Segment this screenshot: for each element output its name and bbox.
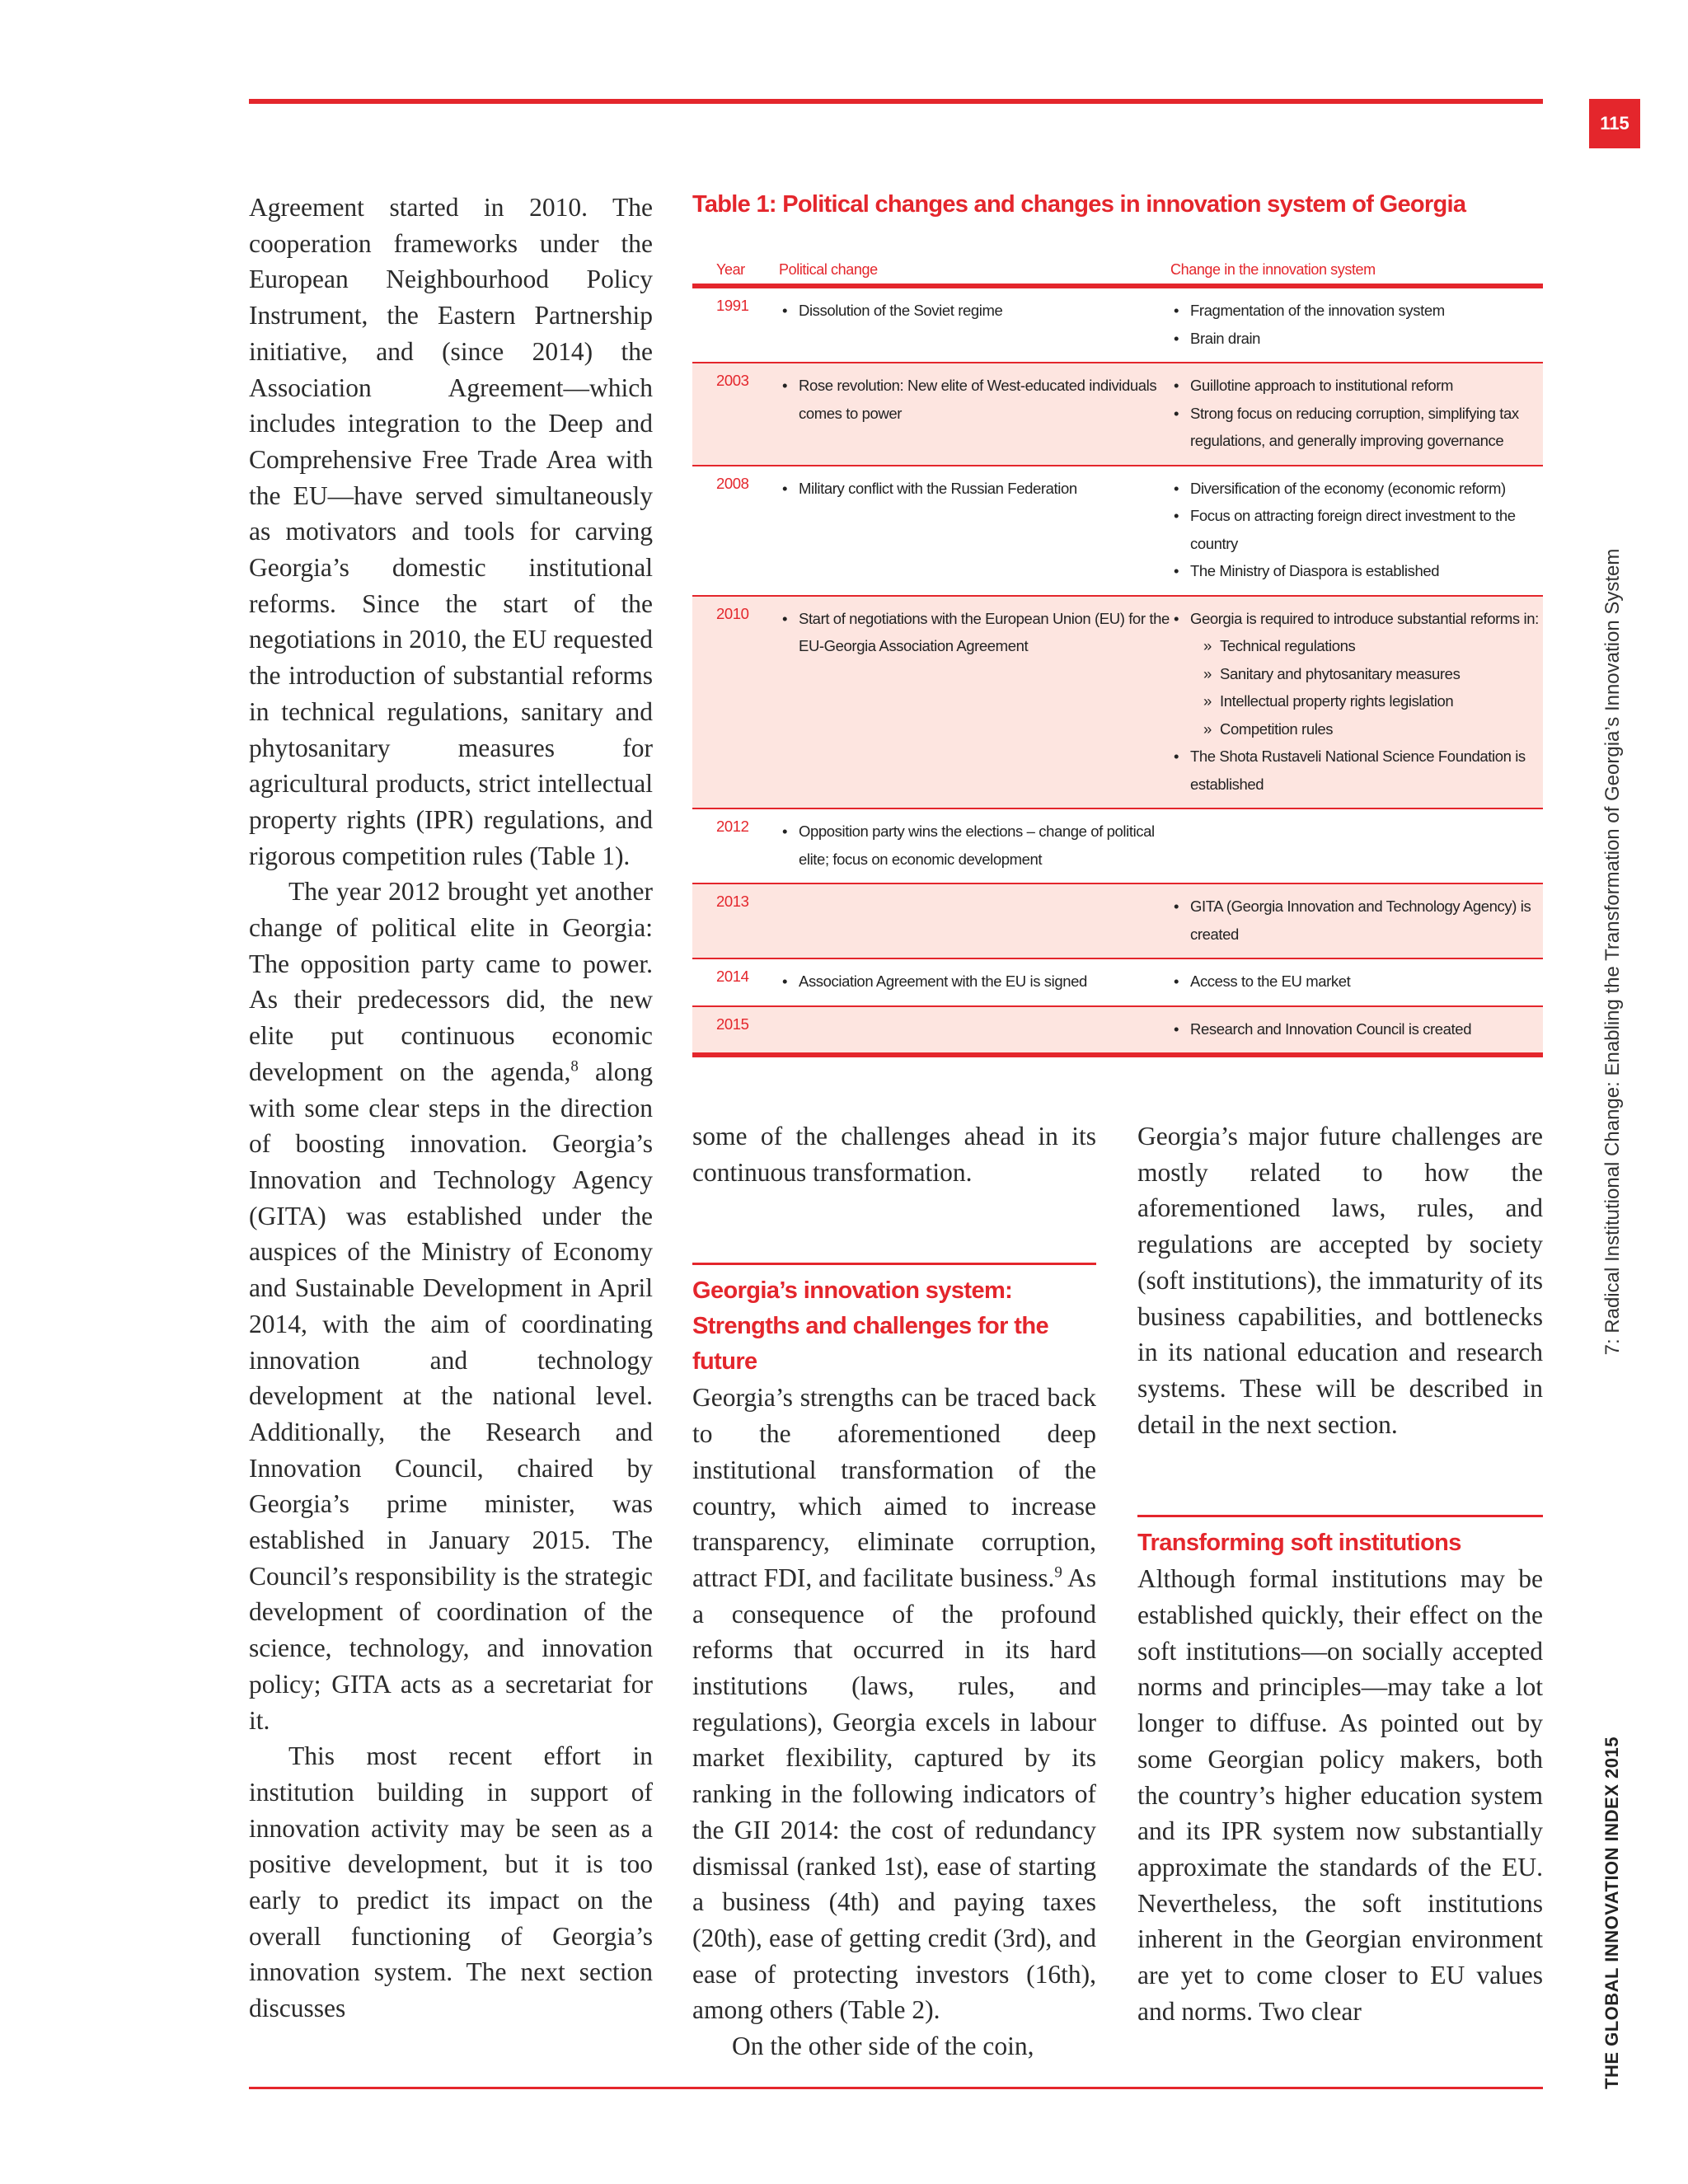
row-political-change <box>779 1015 1170 1043</box>
row-political-change <box>779 297 1170 352</box>
bullet-item: • Rose revolution: New elite of West-educated individuals comes to power <box>779 372 1170 427</box>
table-title: Table 1: Political changes and changes in innovation system of Georgia <box>692 191 1466 218</box>
bullet-item: • Dissolution of the Soviet regime <box>779 297 1170 325</box>
bullet-item: • The Shota Rustaveli National Science Foundation is established <box>1170 743 1543 798</box>
bullet-item: • Association Agreement with the EU is signed <box>779 968 1170 996</box>
paragraph: Agreement started in 2010. The cooperation frameworks under the European Neighbourhood Policy Instrument, the Eastern Partnership initiative, and (since 2014) the Association Agreement—which includes integration to the Deep and Comprehensive Free Trade Area with the EU—have served simultaneously as motivators and tools for carving Georgia’s domestic institutional reforms. Since the start of the negotiations in 2010, the EU requested the introduction of substantial reforms in technical regulations, sanitary and phytosanitary measures for agricultural products, strict intellectual property rights (IPR) regulations, and rigorous competition rules (Table 1). <box>249 193 653 870</box>
row-year: 1991 <box>716 297 749 314</box>
row-innovation-change <box>1170 297 1543 352</box>
page-number: 115 <box>1589 99 1640 148</box>
table-row <box>692 959 1543 1007</box>
bullet-item: • Diversification of the economy (economic reform) <box>1170 475 1543 503</box>
bullet-item: • GITA (Georgia Innovation and Technology Agency) is created <box>1170 893 1543 948</box>
row-year: 2012 <box>716 818 749 835</box>
row-year: 2013 <box>716 893 749 910</box>
header-political-change: Political change <box>779 260 878 278</box>
row-year: 2015 <box>716 1015 749 1033</box>
paragraph: Georgia’s major future challenges are mostly related to how the aforementioned laws, rules, and regulations are accepted by society (soft institutions), the immaturity of its business capabilities, and bottlenecks in its national education and research systems. These will be described in detail in the next section. <box>1137 1122 1543 1439</box>
paragraph: Although formal institutions may be established quickly, their effect on the soft institutions—on socially accepted norms and principles—may take a lot longer to diffuse. As pointed out by some Georgian policy makers, both the country’s higher education system and its IPR system now substantially approximate the standards of the EU. Nevertheless, the soft institutions inherent in the Georgian environment are yet to come closer to EU values and norms. Two clear <box>1137 1564 1543 2026</box>
sub-bullet-item: » Technical regulations <box>1170 632 1543 660</box>
row-year: 2014 <box>716 968 749 985</box>
bullet-item: • Fragmentation of the innovation system <box>1170 297 1543 325</box>
sub-bullet-item: » Sanitary and phytosanitary measures <box>1170 660 1543 688</box>
sub-bullet-item: » Competition rules <box>1170 715 1543 743</box>
bullet-item: • The Ministry of Diaspora is established <box>1170 557 1543 585</box>
table-row <box>692 288 1543 363</box>
paragraph: This most recent effort in institution building in support of innovation activity may be seen as a positive development, but it is too early to predict its impact on the overall functioning of Georgia’s innovation system. The next section discusses <box>249 1741 653 2023</box>
running-publication-title: THE GLOBAL INNOVATION INDEX 2015 <box>1601 1736 1622 2089</box>
section-heading: Transforming soft institutions <box>1137 1530 1461 1557</box>
table-1 <box>692 255 1543 1057</box>
bullet-item: • Guillotine approach to institutional reform <box>1170 372 1543 400</box>
bullet-item: • Focus on attracting foreign direct investment to the country <box>1170 502 1543 557</box>
bullet-item: • Access to the EU market <box>1170 968 1543 996</box>
row-political-change <box>779 475 1170 585</box>
footnote-ref[interactable]: 9 <box>1054 1563 1062 1582</box>
sub-bullet-item: » Intellectual property rights legislation <box>1170 687 1543 715</box>
table-row <box>692 363 1543 466</box>
paragraph: The year 2012 brought yet another change of political elite in Georgia: The opposition party came to power. As their predecessors did, the new elite put continuous economic development on the agenda,$^8$ along with some clear steps in the direction of boosting innovation. Georgia’s Innovation and Technology Agency (GITA) was established under the auspices of the Ministry of Economy and Sustainable Development in April 2014, with the aim of coordinating innovation and technology development at the national level. Additionally, the Research and Innovation Council, chaired by Georgia’s prime minister, was established in January 2015. The Council’s responsibility is the strategic development of coordination of the science, technology, and innovation policy; GITA acts as a secretariat for it. <box>249 877 653 1735</box>
header-year: Year <box>716 260 745 278</box>
bullet-item: • Military conflict with the Russian Federation <box>779 475 1170 503</box>
paragraph: some of the challenges ahead in its continuous transformation. <box>692 1122 1096 1187</box>
table-row <box>692 1007 1543 1058</box>
top-rule <box>249 99 1543 104</box>
section-rule <box>1137 1515 1543 1517</box>
row-year: 2010 <box>716 604 749 622</box>
row-innovation-change <box>1170 605 1543 799</box>
running-chapter-title: 7: Radical Institutional Change: Enabling the Transformation of Georgia’s Innovation System <box>1601 548 1624 1356</box>
footnote-ref[interactable]: 8 <box>570 1057 579 1076</box>
row-political-change <box>779 893 1170 948</box>
table-row <box>692 597 1543 810</box>
row-political-change <box>779 372 1170 455</box>
row-innovation-change <box>1170 475 1543 585</box>
paragraph: On the other side of the coin, <box>732 2032 1034 2061</box>
header-innovation-change: Change in the innovation system <box>1170 260 1376 278</box>
bullet-item: • Start of negotiations with the European Union (EU) for the EU-Georgia Association Agreement <box>779 605 1170 660</box>
bullet-item: • Research and Innovation Council is created <box>1170 1015 1543 1043</box>
body-column-1 <box>249 190 653 2027</box>
table-row <box>692 809 1543 884</box>
table-row <box>692 884 1543 959</box>
section-heading: Georgia’s innovation system: Strengths and challenges for the future <box>692 1277 1048 1376</box>
bullet-item: • Brain drain <box>1170 325 1543 353</box>
body-column-2 <box>692 1118 1096 2064</box>
row-innovation-change <box>1170 893 1543 948</box>
bullet-item: • Strong focus on reducing corruption, simplifying tax regulations, and generally improving governance <box>1170 400 1543 455</box>
row-innovation-change <box>1170 372 1543 455</box>
bullet-item: • Opposition party wins the elections – change of political elite; focus on economic development <box>779 818 1170 873</box>
table-body <box>692 288 1543 1057</box>
row-year: 2003 <box>716 372 749 389</box>
row-political-change <box>779 968 1170 996</box>
row-political-change <box>779 605 1170 799</box>
row-innovation-change <box>1170 968 1543 996</box>
bullet-item: • Georgia is required to introduce substantial reforms in: <box>1170 605 1543 633</box>
row-innovation-change <box>1170 818 1543 873</box>
row-innovation-change <box>1170 1015 1543 1043</box>
row-political-change <box>779 818 1170 873</box>
paragraph: Georgia’s strengths can be traced back to the aforementioned deep institutional transformation of the country, which aimed to increase transparency, eliminate corruption, attract FDI, and facilitate business.$^9$ As a consequence of the profound reforms that occurred in its hard institutions (laws, rules, and regulations), Georgia excels in labour market flexibility, captured by its ranking in the following indicators of the GII 2014: the cost of redundancy dismissal (ranked 1st), ease of starting a business (4th) and paying taxes (20th), ease of getting credit (3rd), and ease of protecting investors (16th), among others (Table 2). <box>692 1383 1096 2025</box>
bottom-rule <box>249 2087 1543 2089</box>
section-rule <box>692 1263 1096 1265</box>
table-row <box>692 466 1543 597</box>
table-header <box>692 255 1543 284</box>
body-column-3 <box>1137 1118 1543 2029</box>
row-year: 2008 <box>716 474 749 492</box>
